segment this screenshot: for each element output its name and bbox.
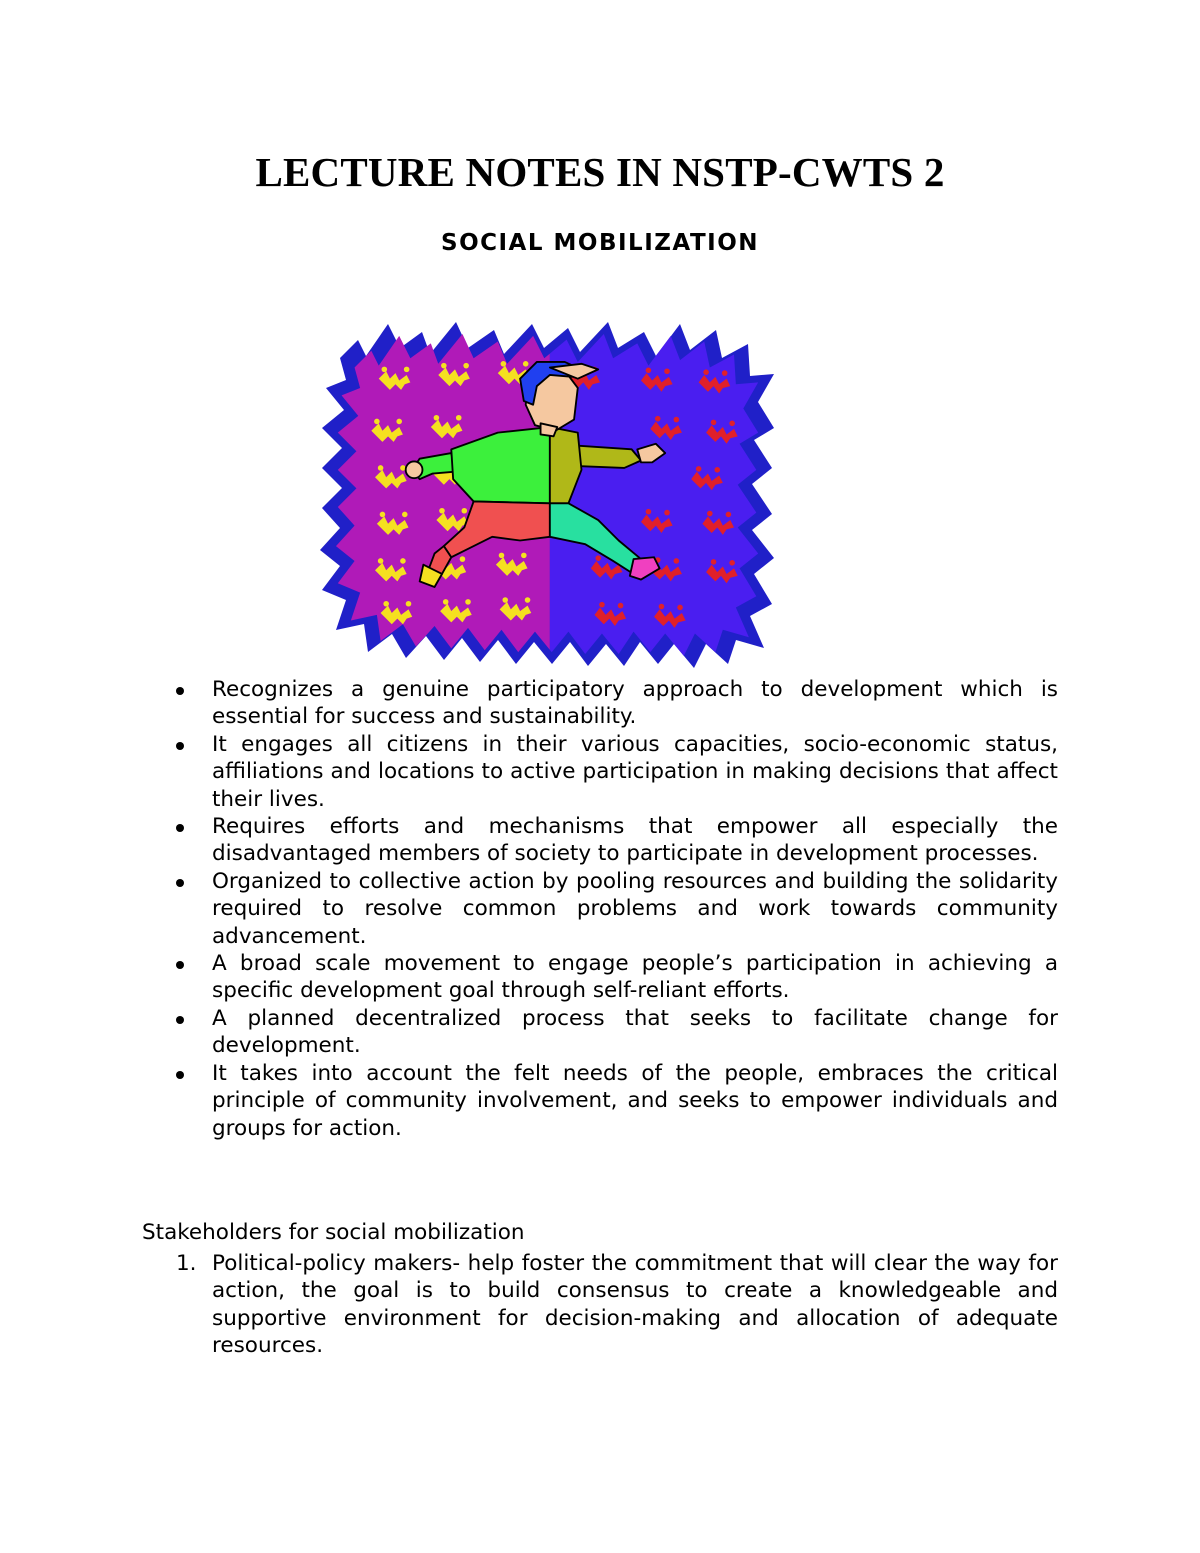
list-item: Recognizes a genuine participatory approach to development which is essential for success and sustainability. [212, 677, 1058, 730]
list-item: It takes into account the felt needs of the people, embraces the critical principle of community involvement, and seeks to empower individuals and groups for action. [212, 1060, 1058, 1141]
page-subtitle: SOCIAL MOBILIZATION [441, 230, 759, 256]
section-heading: Stakeholders for social mobilization [142, 1220, 525, 1245]
numbered-list-item [176, 1250, 1058, 1360]
running-man-clipart-icon [318, 318, 778, 670]
list-item: It engages all citizens in their various capacities, socio-economic status, affiliations and locations to active participation in making decisions that affect their lives. [212, 731, 1058, 812]
list-item-number: 1. [176, 1251, 197, 1276]
list-item-text: Political-policy makers- help foster the commitment that will clear the way for action, the goal is to build consensus to create a knowledgeable and supportive environment for decision-making and allocation of adequate resources. [212, 1251, 1058, 1359]
list-item: A planned decentralized process that seeks to facilitate change for development. [212, 1005, 1058, 1059]
list-item: Organized to collective action by pooling resources and building the solidarity required to resolve common problems and work towards community advancement. [212, 868, 1058, 949]
numbered-list [176, 1250, 1058, 1360]
bullet-list [212, 676, 1058, 1142]
list-item: Requires efforts and mechanisms that empower all especially the disadvantaged members of society to participate in development processes. [212, 814, 1058, 867]
list-item: A broad scale movement to engage people’s participation in achieving a specific development goal through self-reliant efforts. [212, 951, 1058, 1004]
page-title: LECTURE NOTES IN NSTP-CWTS 2 [255, 149, 945, 195]
